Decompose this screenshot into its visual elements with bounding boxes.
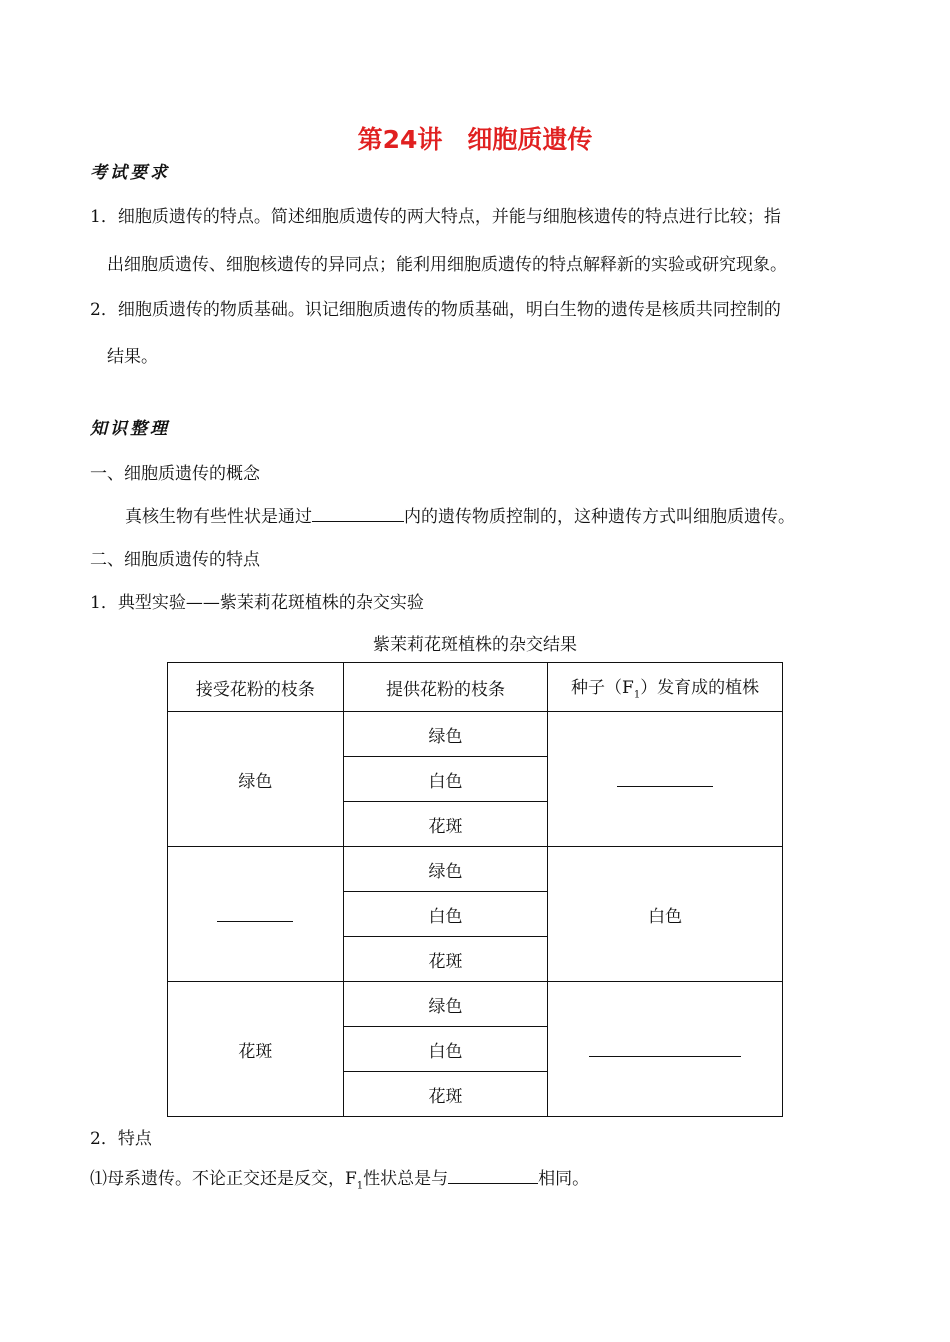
exam-item-2-line-2: 结果。	[107, 347, 158, 367]
group-3-result	[548, 982, 783, 1117]
feature-1-text-mid: 性状总是与	[363, 1169, 449, 1189]
group-2-result: 白色	[548, 847, 783, 982]
section-concept-heading: 一、细胞质遗传的概念	[90, 464, 260, 484]
group-3-receiver: 花斑	[168, 982, 344, 1117]
group-1-result	[548, 712, 783, 847]
table-caption: 紫茉莉花斑植株的杂交结果	[373, 635, 577, 655]
group-3-donor-3: 花斑	[343, 1072, 547, 1117]
table-header-row	[168, 663, 783, 712]
exam-item-1-line-2: 出细胞质遗传、细胞核遗传的异同点；能利用细胞质遗传的特点解释新的实验或研究现象。	[107, 255, 787, 275]
header-donor: 提供花粉的枝条	[343, 663, 547, 712]
group-3-result-blank[interactable]	[589, 1036, 741, 1057]
header-offspring: 种子$(F_1)$发育成的植株	[548, 663, 783, 712]
concept-text-before: 真核生物有些性状是通过	[125, 507, 312, 527]
group-1-donor-3: 花斑	[343, 802, 547, 847]
exam-item-2-line-1: 2．细胞质遗传的物质基础。识记细胞质遗传的物质基础，明白生物的遗传是核质共同控制的	[90, 300, 781, 320]
feature-1-text-after: 相同。	[538, 1169, 590, 1189]
table-row	[168, 982, 783, 1027]
group-1-donor-1: 绿色	[343, 712, 547, 757]
group-1-result-blank[interactable]	[617, 766, 713, 787]
group-2-donor-1: 绿色	[343, 847, 547, 892]
group-2-donor-3: 花斑	[343, 937, 547, 982]
feature-1-text-before: ⑴母系遗传。不论正交还是反交，F	[90, 1169, 357, 1189]
header-receiver: 接受花粉的枝条	[168, 663, 344, 712]
experiment-heading: 1．典型实验——紫茉莉花斑植株的杂交实验	[90, 593, 424, 613]
exam-item-1-line-1: 1．细胞质遗传的特点。简述细胞质遗传的两大特点，并能与细胞核遗传的特点进行比较；指	[90, 207, 781, 227]
feature-1-subscript: 1	[356, 1180, 364, 1192]
concept-answer-blank[interactable]	[312, 503, 404, 522]
table-row	[168, 847, 783, 892]
knowledge-heading: 知识整理	[90, 419, 170, 439]
concept-text-after: 内的遗传物质控制的，这种遗传方式叫细胞质遗传。	[404, 507, 795, 527]
group-2-receiver-blank[interactable]	[217, 901, 293, 922]
group-1-donor-2: 白色	[343, 757, 547, 802]
concept-sentence	[125, 502, 795, 527]
group-2-donor-2: 白色	[343, 892, 547, 937]
features-heading: 2．特点	[90, 1129, 152, 1149]
group-3-donor-1: 绿色	[343, 982, 547, 1027]
feature-1-answer-blank[interactable]	[448, 1165, 538, 1184]
section-features-heading: 二、细胞质遗传的特点	[90, 550, 260, 570]
group-3-donor-2: 白色	[343, 1027, 547, 1072]
page-title: 第24讲 细胞质遗传	[357, 125, 593, 154]
cross-result-table	[167, 662, 783, 1117]
exam-requirements-heading: 考试要求	[90, 163, 170, 183]
table-row	[168, 712, 783, 757]
feature-1-sentence	[90, 1164, 589, 1191]
group-1-receiver: 绿色	[168, 712, 344, 847]
group-2-receiver	[168, 847, 344, 982]
